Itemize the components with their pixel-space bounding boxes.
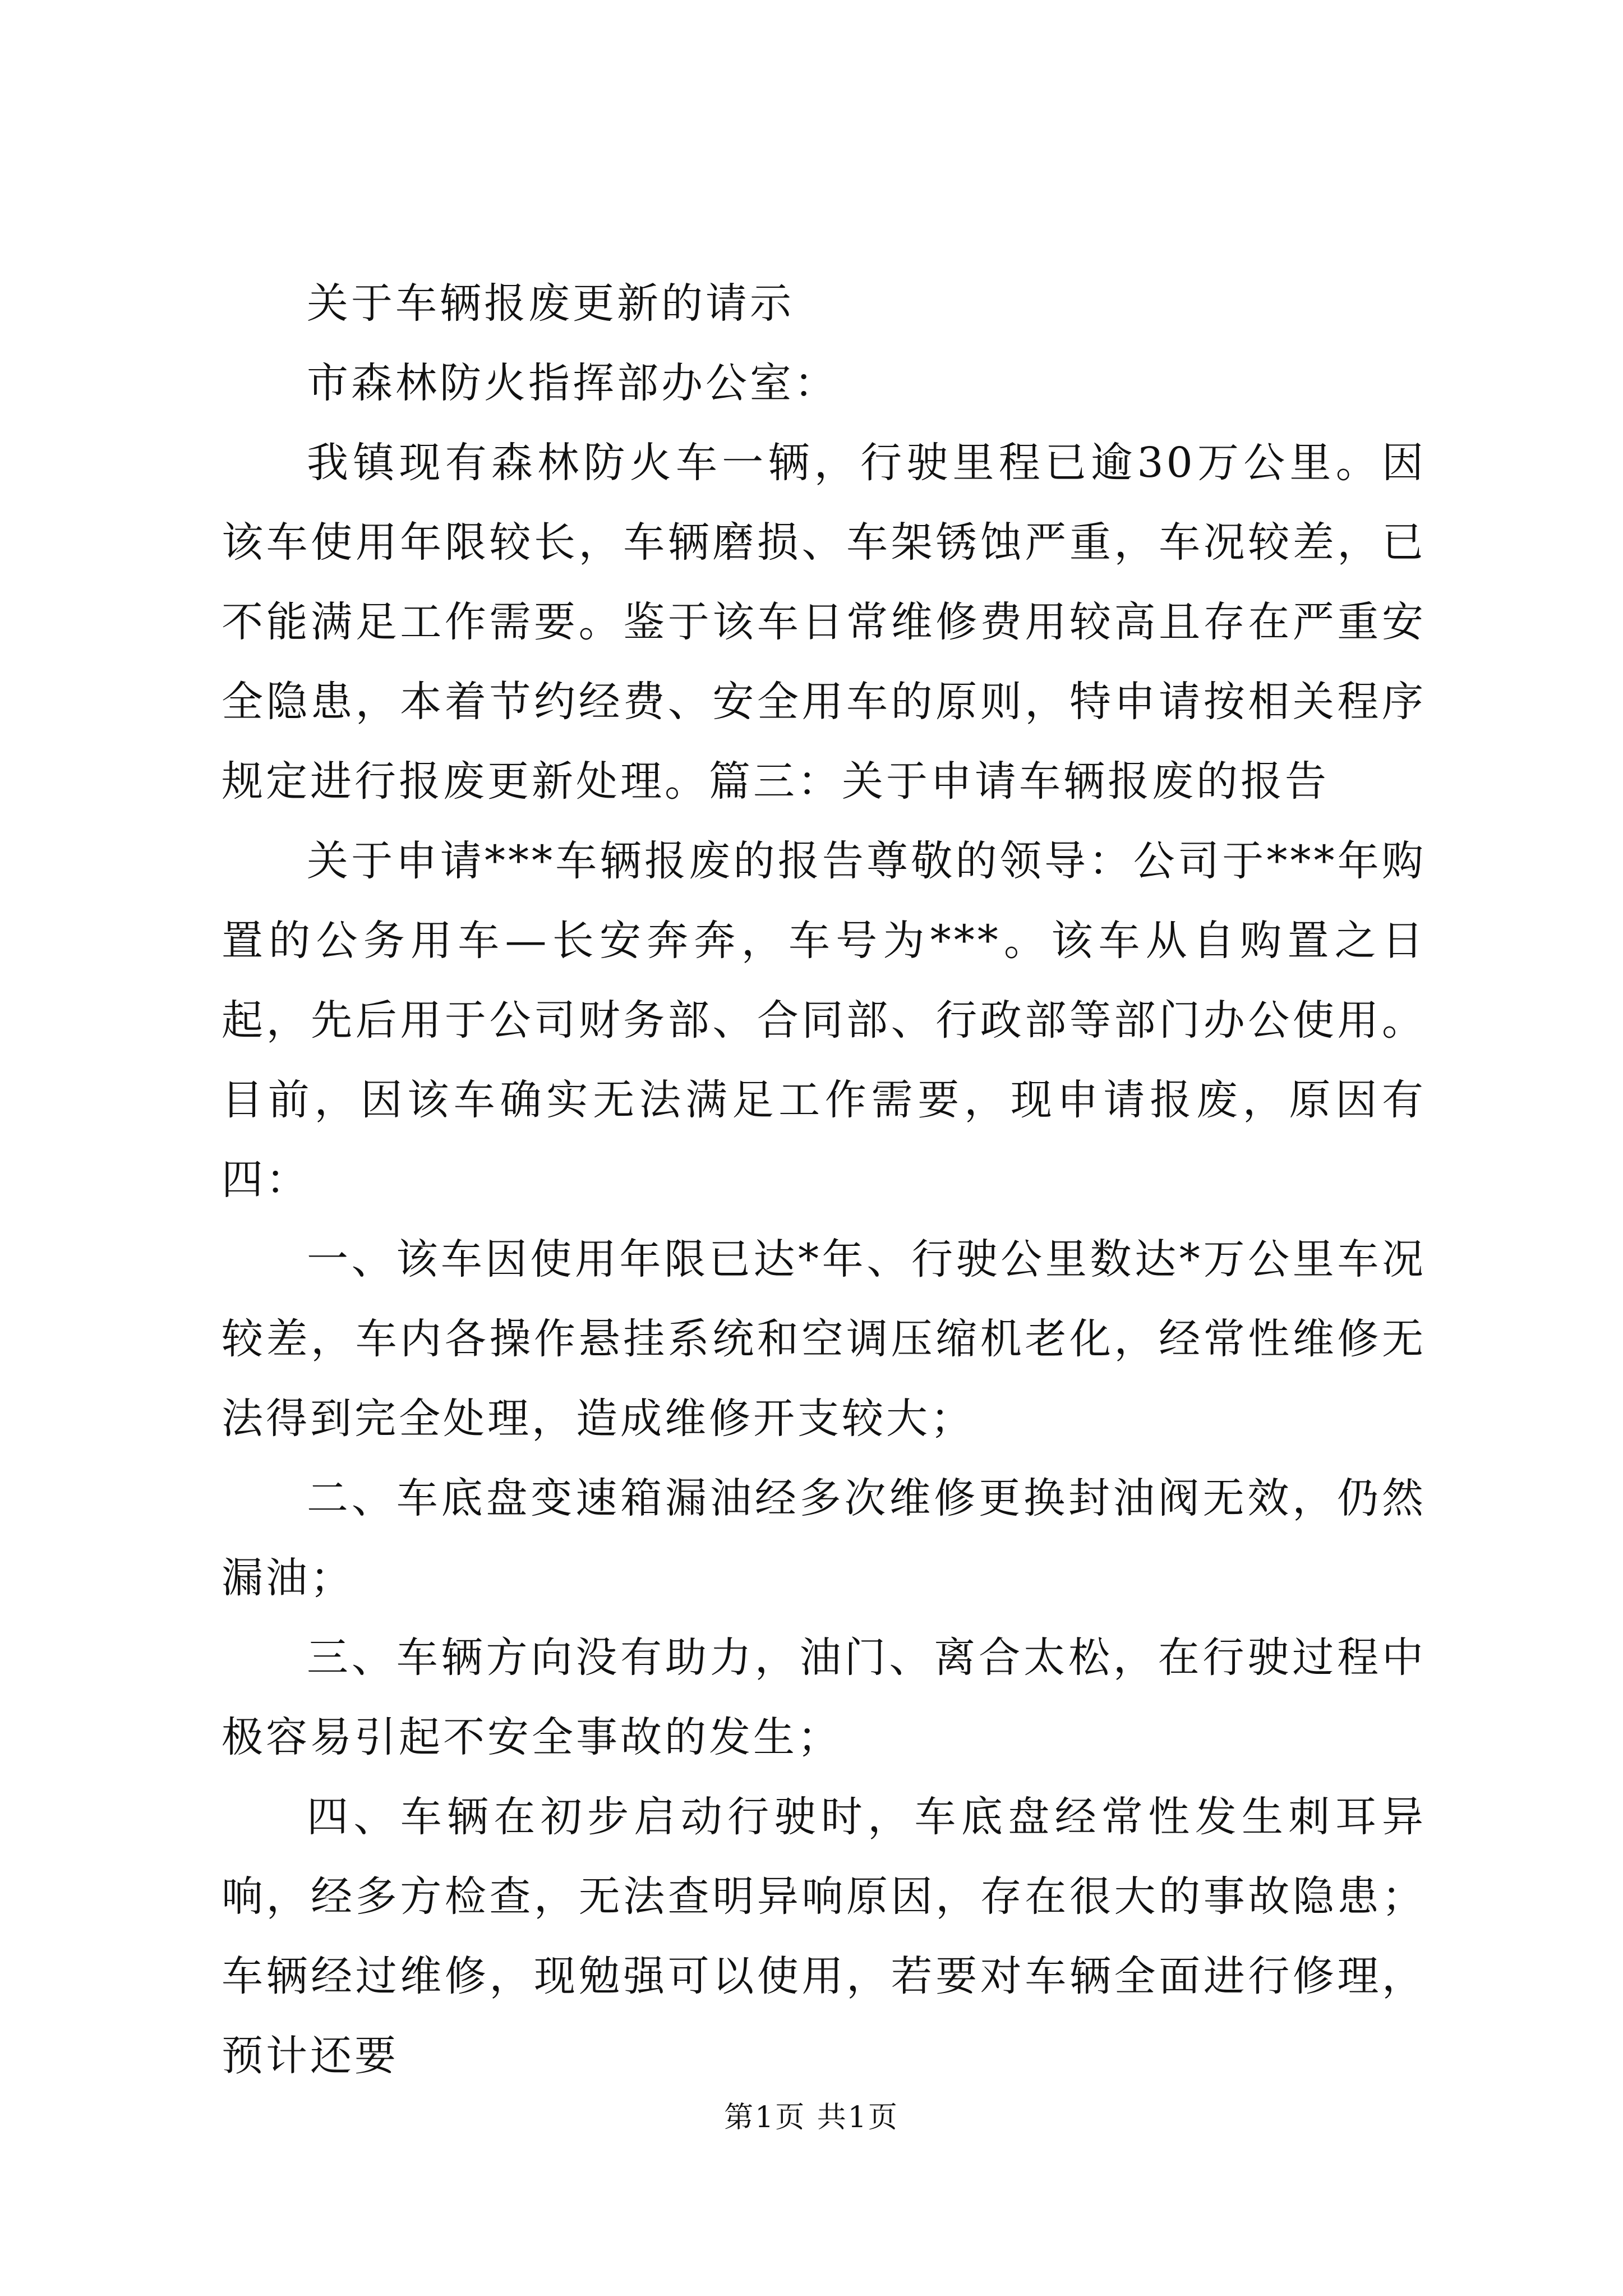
paragraph-1: 我镇现有森林防火车一辆，行驶里程已逾30万公里。因该车使用年限较长，车辆磨损、车架锈蚀严重，车况较差，已不能满足工作需要。鉴于该车日常维修费用较高且存在严重安全隐患，本着节约经费、安全用车的原则，特申请按相关程序规定进行报废更新处理。篇三：关于申请车辆报废的报告 <box>222 439 1426 806</box>
document-title: 关于车辆报废更新的请示 <box>307 279 794 328</box>
page-footer: 第1页 共1页 <box>724 2101 899 2134</box>
paragraph-4: 二、车底盘变速箱漏油经多次维修更换封油阀无效，仍然漏油； <box>222 1474 1426 1602</box>
paragraph-3: 一、该车因使用年限已达*年、行驶公里数达*万公里车况较差，车内各操作悬挂系统和空调压缩机老化，经常性维修无法得到完全处理，造成维修开支较大； <box>222 1235 1426 1443</box>
document-body <box>222 264 1426 2096</box>
paragraph-6: 四、车辆在初步启动行驶时，车底盘经常性发生刺耳异响，经多方检查，无法查明异响原因，存在很大的事故隐患；车辆经过维修，现勉强可以使用，若要对车辆全面进行修理，预计还要 <box>222 1793 1426 2080</box>
paragraph-5: 三、车辆方向没有助力，油门、离合太松，在行驶过程中极容易引起不安全事故的发生； <box>222 1634 1426 1761</box>
paragraph-2: 关于申请***车辆报废的报告尊敬的领导：公司于***年购置的公务用车—长安奔奔，车号为***。该车从自购置之日起，先后用于公司财务部、合同部、行政部等部门办公使用。目前，因该车确实无法满足工作需要，现申请报废，原因有四： <box>222 837 1426 1204</box>
recipient-line: 市森林防火指挥部办公室： <box>307 359 838 407</box>
